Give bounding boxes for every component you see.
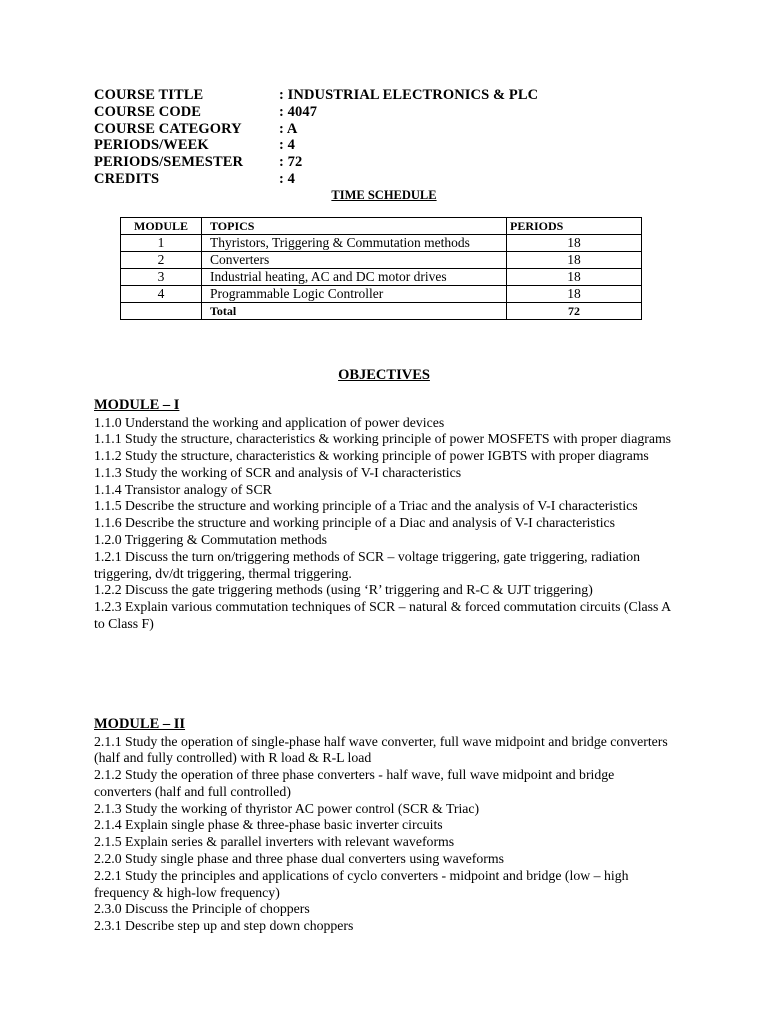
module-cell: 3: [121, 269, 202, 286]
objectives-heading: OBJECTIVES: [338, 367, 430, 383]
periods-cell: 18: [507, 269, 642, 286]
module-cell: 2: [121, 252, 202, 269]
empty-cell: [121, 303, 202, 320]
info-value: : A: [279, 120, 298, 137]
info-label: COURSE CODE: [94, 103, 202, 120]
info-label: PERIODS/SEMESTER: [94, 154, 244, 171]
objective-item: 2.3.0 Discuss the Principle of choppers: [94, 901, 310, 917]
course-code-row: [94, 104, 538, 121]
objective-item: 2.1.3 Study the working of thyristor AC power control (SCR & Triac): [94, 800, 480, 816]
periods-semester-row: [94, 154, 538, 171]
objective-item: 1.1.5 Describe the structure and working principle of a Triac and the analysis of V-I characteristics: [94, 498, 638, 514]
info-label: COURSE CATEGORY: [94, 120, 242, 137]
table-row: [121, 269, 642, 286]
objective-item: 1.2.1 Discuss the turn on/triggering methods of SCR – voltage triggering, gate triggering, radiation triggering, dv/dt triggering, thermal triggering.: [94, 548, 641, 581]
info-value: : 72: [279, 154, 303, 171]
course-category-row: [94, 121, 538, 138]
info-value: : 4: [279, 137, 296, 154]
table-row: [121, 252, 642, 269]
objective-item: 2.3.1 Describe step up and step down choppers: [94, 918, 354, 934]
module-cell: 4: [121, 286, 202, 303]
objective-item: 1.1.6 Describe the structure and working principle of a Diac and analysis of V-I characteristics: [94, 515, 616, 531]
column-header: PERIODS: [507, 218, 642, 235]
objective-item: 1.2.2 Discuss the gate triggering methods (using ‘R’ triggering and R-C & UJT triggering): [94, 582, 593, 598]
info-value: : 4: [279, 170, 296, 187]
objective-item: 2.1.5 Explain series & parallel inverters with relevant waveforms: [94, 834, 455, 850]
total-periods: 72: [507, 303, 642, 320]
objective-item: 2.1.1 Study the operation of single-phase half wave converter, full wave midpoint and bridge converters (half and fully controlled) with R load & R-L load: [94, 733, 668, 766]
objective-item: 1.1.2 Study the structure, characteristics & working principle of power IGBTS with proper diagrams: [94, 448, 649, 464]
table-row: [121, 235, 642, 252]
module-heading: MODULE – II: [94, 716, 186, 732]
info-value: : 4047: [279, 103, 318, 120]
periods-cell: 18: [507, 235, 642, 252]
column-header: MODULE: [121, 218, 202, 235]
total-label: Total: [202, 303, 507, 320]
credits-row: [94, 171, 538, 188]
periods-cell: 18: [507, 286, 642, 303]
objective-item: 1.1.4 Transistor analogy of SCR: [94, 481, 272, 497]
objective-item: 1.1.1 Study the structure, characteristics & working principle of power MOSFETS with proper diagrams: [94, 431, 672, 447]
topic-cell: Thyristors, Triggering & Commutation methods: [202, 235, 507, 252]
objective-item: 1.2.0 Triggering & Commutation methods: [94, 532, 328, 548]
periods-week-row: [94, 137, 538, 154]
objective-item: 2.1.4 Explain single phase & three-phase basic inverter circuits: [94, 817, 443, 833]
info-label: PERIODS/WEEK: [94, 137, 209, 154]
module-2-section: [94, 716, 674, 935]
objective-item: 1.2.3 Explain various commutation techniques of SCR – natural & forced commutation circuits (Class A to Class F): [94, 599, 671, 632]
module-heading: MODULE – I: [94, 397, 180, 413]
course-title-row: [94, 87, 538, 104]
total-row: [121, 303, 642, 320]
topic-cell: Industrial heating, AC and DC motor drives: [202, 269, 507, 286]
module-cell: 1: [121, 235, 202, 252]
info-label: CREDITS: [94, 170, 160, 187]
topic-cell: Converters: [202, 252, 507, 269]
objective-item: 2.1.2 Study the operation of three phase converters - half wave, full wave midpoint and bridge converters (half and full controlled): [94, 767, 615, 799]
objective-item: 2.2.0 Study single phase and three phase dual converters using waveforms: [94, 851, 504, 867]
table-row: [121, 286, 642, 303]
table-header-row: [121, 218, 642, 235]
module-1-section: [94, 397, 674, 633]
periods-cell: 18: [507, 252, 642, 269]
objective-item: 1.1.3 Study the working of SCR and analysis of V-I characteristics: [94, 464, 462, 480]
objective-item: 1.1.0 Understand the working and application of power devices: [94, 414, 445, 430]
column-header: TOPICS: [202, 218, 507, 235]
info-label: COURSE TITLE: [94, 87, 204, 103]
topic-cell: Programmable Logic Controller: [202, 286, 507, 303]
objective-item: 2.2.1 Study the principles and applications of cyclo converters - midpoint and bridge (low – high frequency & high-low frequency): [94, 867, 629, 900]
time-schedule-table: [120, 217, 642, 320]
time-schedule-heading: TIME SCHEDULE: [331, 188, 437, 202]
info-value: : INDUSTRIAL ELECTRONICS & PLC: [279, 87, 539, 103]
course-info: [94, 87, 538, 188]
